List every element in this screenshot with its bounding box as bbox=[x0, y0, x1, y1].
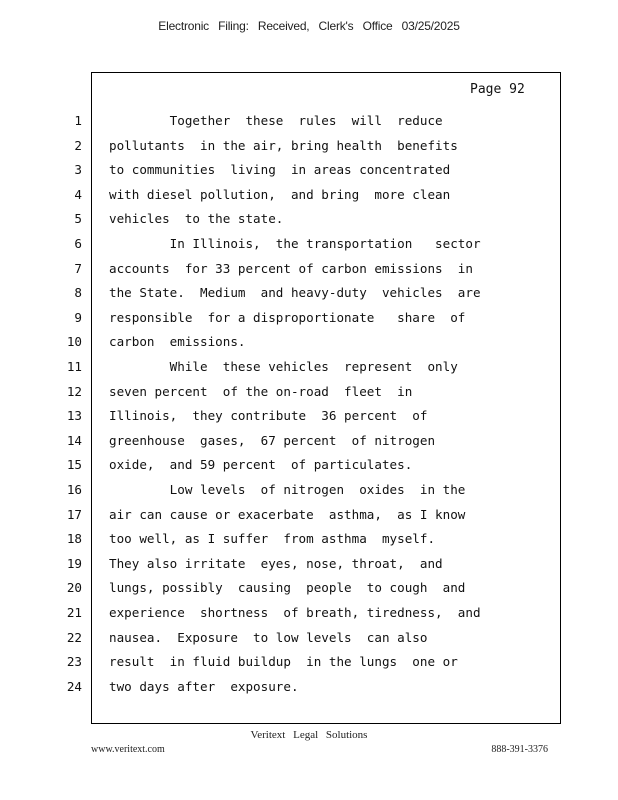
transcript-line: responsible for a disproportionate share of bbox=[109, 309, 466, 325]
line-number: 9 bbox=[74, 309, 82, 325]
transcript-line: greenhouse gases, 67 percent of nitrogen bbox=[109, 432, 436, 448]
transcript-line: In Illinois, the transportation sector bbox=[109, 236, 481, 251]
line-number: 8 bbox=[74, 285, 82, 301]
footer-phone: 888-391-3376 bbox=[491, 744, 548, 755]
footer-website: www.veritext.com bbox=[91, 744, 165, 755]
transcript-line: accounts for 33 percent of carbon emissions in bbox=[109, 260, 473, 276]
line-number: 2 bbox=[74, 137, 82, 153]
line-number: 18 bbox=[66, 531, 82, 547]
filing-header: Electronic Filing: Received, Clerk's Office 03/25/2025 bbox=[158, 19, 460, 33]
page-number: Page 92 bbox=[470, 82, 525, 97]
transcript-line: result in fluid buildup in the lungs one or bbox=[109, 654, 458, 670]
footer-company: Veritext Legal Solutions bbox=[250, 729, 368, 741]
line-number: 6 bbox=[74, 236, 82, 251]
transcript-line: nausea. Exposure to low levels can also bbox=[109, 629, 428, 645]
line-number: 5 bbox=[74, 211, 82, 227]
transcript-line: pollutants in the air, bring health benefits bbox=[109, 137, 458, 153]
transcript-line: the State. Medium and heavy-duty vehicles are bbox=[109, 285, 481, 301]
transcript-line: They also irritate eyes, nose, throat, and bbox=[109, 555, 443, 571]
line-number: 23 bbox=[66, 654, 82, 670]
transcript-line: Together these rules will reduce bbox=[109, 113, 443, 128]
transcript-line: to communities living in areas concentrated bbox=[109, 162, 451, 178]
transcript-line: lungs, possibly causing people to cough and bbox=[109, 580, 466, 596]
transcript-line: seven percent of the on-road fleet in bbox=[109, 383, 413, 399]
line-number: 20 bbox=[66, 580, 82, 596]
line-number: 14 bbox=[66, 432, 82, 448]
line-number: 4 bbox=[74, 186, 82, 202]
line-number: 15 bbox=[66, 457, 82, 473]
transcript-line: carbon emissions. bbox=[109, 334, 246, 350]
line-number: 7 bbox=[74, 260, 82, 276]
line-number: 3 bbox=[74, 162, 82, 178]
transcript-line: oxide, and 59 percent of particulates. bbox=[109, 457, 413, 473]
transcript-line: two days after exposure. bbox=[109, 678, 299, 694]
line-number: 13 bbox=[66, 408, 82, 424]
line-number: 16 bbox=[66, 482, 82, 497]
transcript-line: air can cause or exacerbate asthma, as I know bbox=[109, 506, 466, 522]
transcript-line: Illinois, they contribute 36 percent of bbox=[109, 408, 428, 424]
transcript-line: While these vehicles represent only bbox=[109, 359, 458, 374]
line-number: 19 bbox=[66, 555, 82, 571]
transcript-line: Low levels of nitrogen oxides in the bbox=[109, 482, 466, 497]
transcript-line: experience shortness of breath, tiredness, and bbox=[109, 605, 481, 620]
transcript-line: too well, as I suffer from asthma myself. bbox=[109, 531, 436, 547]
line-number: 22 bbox=[66, 629, 82, 645]
line-number: 21 bbox=[66, 605, 82, 620]
line-number: 10 bbox=[66, 334, 82, 350]
line-number: 24 bbox=[66, 678, 82, 694]
transcript-line: with diesel pollution, and bring more clean bbox=[109, 186, 451, 202]
line-number: 1 bbox=[74, 113, 82, 128]
line-number: 17 bbox=[66, 506, 82, 522]
line-number: 11 bbox=[66, 359, 82, 374]
line-number: 12 bbox=[66, 383, 82, 399]
transcript-line: vehicles to the state. bbox=[109, 211, 284, 227]
